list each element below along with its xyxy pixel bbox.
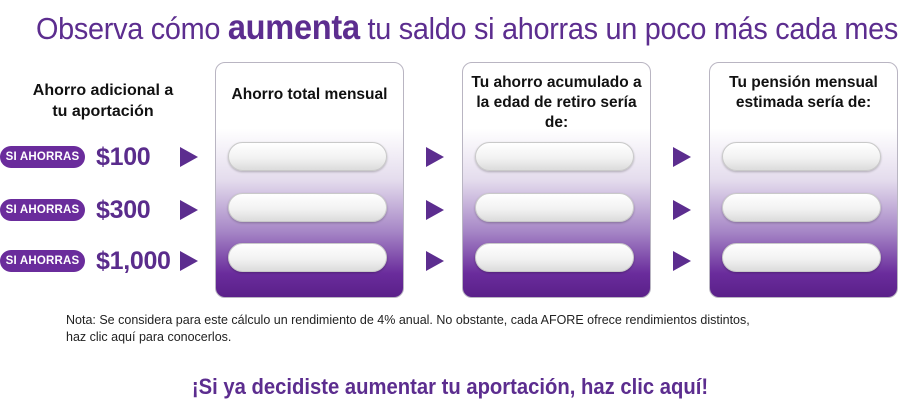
play-arrow-icon	[180, 147, 198, 167]
monthly-total-field-1000[interactable]	[228, 243, 387, 272]
pension-field-1000[interactable]	[722, 243, 881, 272]
additional-savings-header-line1: Ahorro adicional a	[32, 82, 174, 99]
accumulated-savings-panel	[462, 62, 651, 298]
page-title	[36, 8, 898, 48]
play-arrow-icon	[673, 200, 691, 220]
disclaimer-note-line1: Nota: Se considera para este cálculo un rendimiento de 4% anual. No obstante, cada AFORE ofrece rendimientos distintos,	[66, 313, 750, 327]
estimated-pension-header	[710, 73, 897, 113]
play-arrow-icon	[180, 251, 198, 271]
disclaimer-note-line2[interactable]: haz clic aquí para conocerlos.	[66, 330, 232, 344]
play-arrow-icon	[180, 200, 198, 220]
title-pre: Observa cómo	[36, 11, 228, 46]
play-arrow-icon	[426, 200, 444, 220]
monthly-total-field-300[interactable]	[228, 193, 387, 222]
title-post: tu saldo si ahorras un poco más cada mes	[359, 11, 898, 46]
play-arrow-icon	[673, 251, 691, 271]
additional-savings-header	[18, 80, 188, 122]
monthly-total-panel	[215, 62, 404, 298]
monthly-total-field-100[interactable]	[228, 142, 387, 171]
increase-contribution-link[interactable]: ¡Si ya decidiste aumentar tu aportación, haz clic aquí!	[191, 374, 709, 399]
pension-field-100[interactable]	[722, 142, 881, 171]
play-arrow-icon	[673, 147, 691, 167]
pension-field-300[interactable]	[722, 193, 881, 222]
accumulated-field-1000[interactable]	[475, 243, 634, 272]
monthly-total-header-line1: Ahorro total mensual	[231, 86, 388, 103]
savings-amount-1000[interactable]: $1,000	[96, 247, 171, 275]
accumulated-savings-header	[463, 73, 650, 133]
monthly-total-header	[216, 85, 403, 105]
disclaimer-note[interactable]	[66, 312, 866, 346]
play-arrow-icon	[426, 251, 444, 271]
savings-pill-300: SI AHORRAS	[0, 199, 85, 221]
savings-pill-1000: SI AHORRAS	[0, 250, 85, 272]
estimated-pension-header-line2: estimada sería de:	[735, 94, 872, 111]
additional-savings-header-line2: tu aportación	[52, 103, 154, 120]
play-arrow-icon	[426, 147, 444, 167]
savings-amount-300[interactable]: $300	[96, 196, 151, 224]
savings-pill-100: SI AHORRAS	[0, 146, 85, 168]
accumulated-savings-header-line2: la edad de retiro sería de:	[476, 94, 637, 131]
estimated-pension-panel	[709, 62, 898, 298]
estimated-pension-header-line1: Tu pensión mensual	[729, 74, 878, 91]
title-bold-au: au	[227, 8, 266, 47]
accumulated-field-300[interactable]	[475, 193, 634, 222]
accumulated-savings-header-line1: Tu ahorro acumulado a	[471, 74, 642, 91]
accumulated-field-100[interactable]	[475, 142, 634, 171]
savings-amount-100[interactable]: $100	[96, 143, 151, 171]
title-bold-menta: menta	[265, 8, 360, 47]
